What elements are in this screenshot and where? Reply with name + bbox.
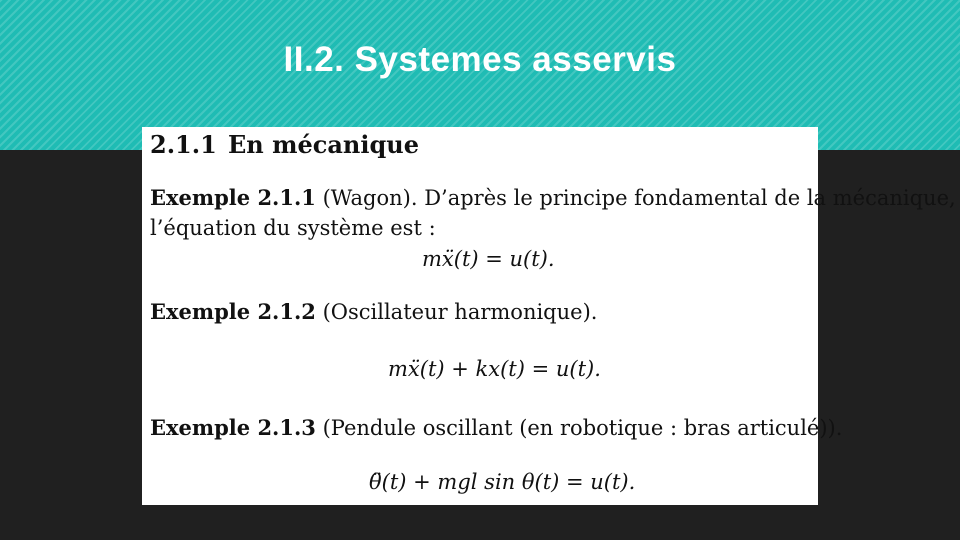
example-1-label: Exemple 2.1.1 xyxy=(150,185,316,210)
example-2-line xyxy=(150,299,597,324)
section-heading xyxy=(150,130,419,159)
example-2-text: (Oscillateur harmonique). xyxy=(315,300,598,324)
slide-title: II.2. Systemes asservis xyxy=(283,40,677,79)
example-1-text-continued: l’équation du système est : xyxy=(150,216,436,240)
example-2-label: Exemple 2.1.2 xyxy=(150,299,316,324)
example-3-label: Exemple 2.1.3 xyxy=(150,415,316,440)
example-3-line xyxy=(150,415,842,440)
section-number: 2.1.1 xyxy=(150,130,217,159)
section-title: En mécanique xyxy=(228,130,419,159)
example-1-line xyxy=(150,185,956,210)
equation-3: θ̈(t) + mgl sin θ(t) = u(t). xyxy=(369,470,636,494)
equation-1: mẍ(t) = u(t). xyxy=(422,247,555,271)
example-3-text: (Pendule oscillant (en robotique : bras articulé)). xyxy=(315,416,843,440)
example-1-text: (Wagon). D’après le principe fondamental de la mécanique, xyxy=(315,186,956,210)
document-excerpt xyxy=(142,127,956,505)
equation-2: mẍ(t) + kx(t) = u(t). xyxy=(388,357,601,381)
